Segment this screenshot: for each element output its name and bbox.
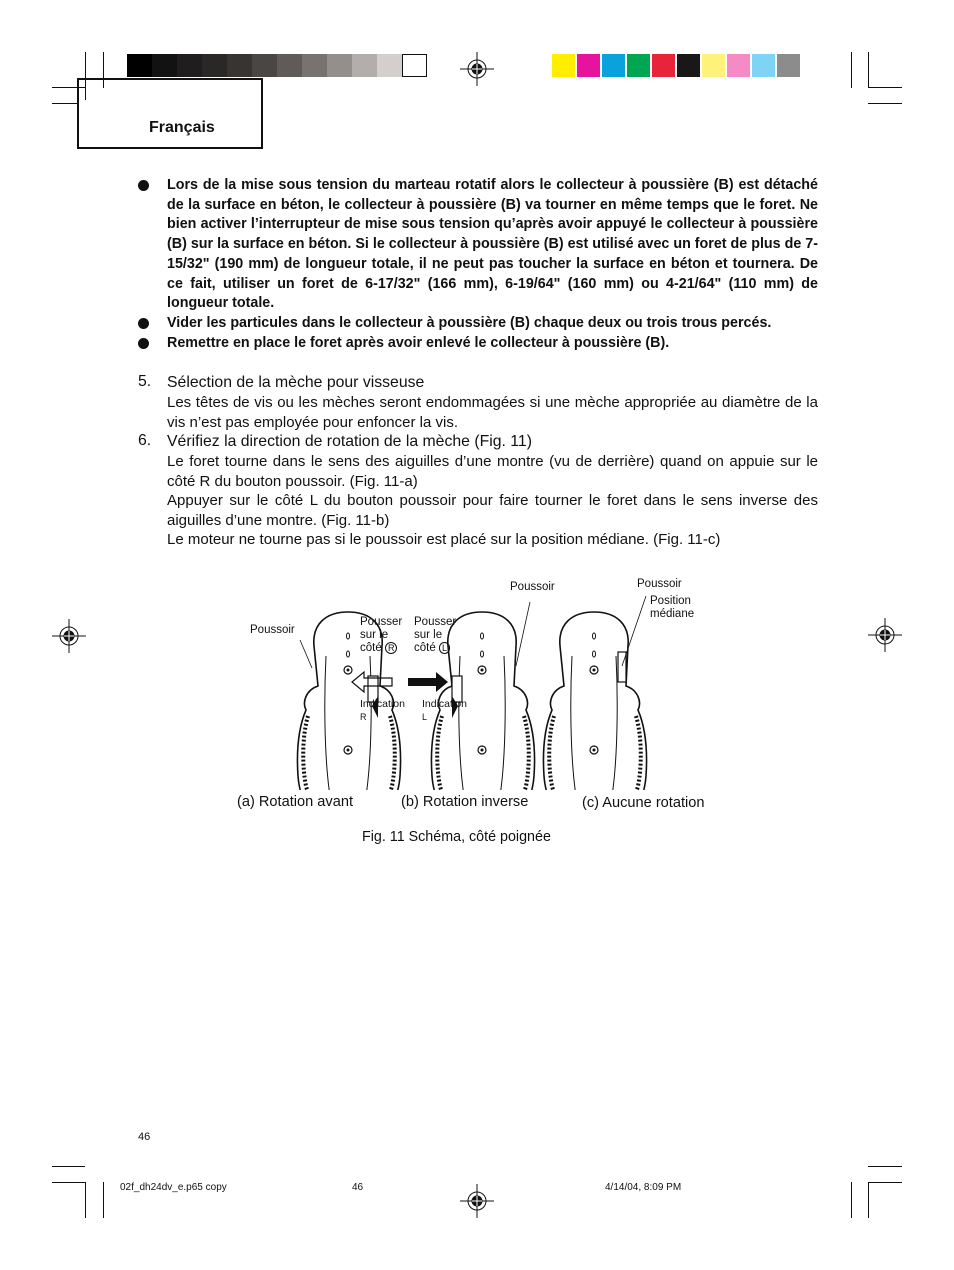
label-line [414, 642, 456, 655]
paragraph: Les têtes de vis ou les mèches seront endommagées si une mèche appropriée au diamètre de la vis n’est pas employée pour enfoncer la vis. [167, 394, 818, 431]
color-swatch [702, 54, 725, 77]
list-item-text: Remettre en place le foret après avoir enlevé le collecteur à poussière (B). [167, 334, 670, 351]
gray-swatch [177, 54, 202, 77]
page-number: 46 [138, 1131, 151, 1143]
color-swatch [752, 54, 775, 77]
label-text: côté [414, 642, 436, 654]
registration-target-left [52, 619, 86, 653]
section-body [167, 452, 818, 550]
language-label: Français [149, 119, 215, 136]
paragraph: Appuyer sur le côté L du bouton poussoir pour faire tourner le foret dans le sens inverse des aiguilles d’une montre. (Fig. 11-b) [167, 492, 818, 529]
color-swatch [627, 54, 650, 77]
gray-swatch [252, 54, 277, 77]
paragraph: Le moteur ne tourne pas si le poussoir est placé sur la position médiane. (Fig. 11-c) [167, 531, 721, 549]
gray-swatch [202, 54, 227, 77]
label-line: sur le [414, 629, 443, 641]
language-tab [77, 78, 263, 149]
section-number: 6. [138, 432, 152, 449]
gray-swatch [327, 54, 352, 77]
caption-a: (a) Rotation avant [237, 794, 354, 810]
list-item [138, 176, 818, 314]
label-line: médiane [650, 608, 695, 620]
color-swatch [577, 54, 600, 77]
list-item [138, 334, 818, 354]
gray-swatch [152, 54, 177, 77]
label-line: Position [650, 595, 691, 607]
arrow-right-icon [408, 672, 448, 692]
registration-target-bottom [460, 1184, 494, 1218]
gray-swatch [127, 54, 152, 77]
footer-timestamp: 4/14/04, 8:09 PM [605, 1182, 682, 1193]
label-pousser-l [414, 616, 456, 655]
label-indication-l [422, 698, 467, 724]
gray-swatch [352, 54, 377, 77]
label-poussoir-c: Poussoir [637, 578, 682, 590]
gray-swatch [277, 54, 302, 77]
label-line: Pousser [414, 616, 457, 628]
label-line [360, 642, 402, 655]
l-indicator-icon: L [422, 712, 428, 722]
r-glyph-icon: R [385, 642, 398, 654]
label-position-mediane [650, 595, 694, 621]
figure-title: Fig. 11 Schéma, côté poignée [362, 829, 551, 845]
color-swatch [727, 54, 750, 77]
label-indication-r [360, 698, 405, 724]
registration-target-top [460, 52, 494, 86]
list-item [138, 314, 818, 334]
bullet-icon [138, 318, 149, 329]
l-glyph-icon: L [439, 642, 450, 654]
gray-swatch [377, 54, 402, 77]
registration-target-right [868, 618, 902, 652]
warning-list [138, 176, 818, 353]
section-body [167, 393, 818, 432]
label-line: Pousser [360, 616, 403, 628]
gray-swatch [227, 54, 252, 77]
list-item-text: Lors de la mise sous tension du marteau rotatif alors le collecteur à poussière (B) est détaché de la surface en béton, le collecteur à poussière (B) va tourner en même temps que le foret. Ne bien activer l’interrupteur de mise sous tension qu’après avoir appuyé le collecteur à poussière (B) sur la surface en béton. Si le collecteur à poussière (B) est utilisé avec un foret de plus de 7-15/32" (190 mm) de longueur totale, il ne peut pas toucher la surface en béton et tournera. De ce fait, utiliser un foret de 6-17/32" (166 mm), 6-19/64" (160 mm) ou 4-21/64" (110 mm) de longueur totale. [167, 177, 818, 312]
bullet-icon [138, 180, 149, 191]
color-swatch [602, 54, 625, 77]
label-text: côté [360, 642, 382, 654]
footer-page-ref: 46 [352, 1182, 364, 1193]
leader-line [300, 640, 312, 668]
label-poussoir-a: Poussoir [250, 624, 295, 636]
caption-b: (b) Rotation inverse [401, 794, 529, 810]
color-swatch [652, 54, 675, 77]
label-line: Indication [422, 698, 467, 710]
section-6 [138, 432, 818, 550]
label-pousser-r [360, 616, 402, 655]
bullet-icon [138, 338, 149, 349]
label-line: sur le [360, 629, 389, 641]
gray-swatch [302, 54, 327, 77]
footer-file-name: 02f_dh24dv_e.p65 copy [120, 1182, 227, 1193]
section-number: 5. [138, 373, 152, 390]
label-line: Indication [360, 698, 405, 710]
section-heading: Vérifiez la direction de rotation de la mèche (Fig. 11) [167, 433, 532, 450]
color-swatch [777, 54, 800, 77]
color-swatch [677, 54, 700, 77]
paragraph: Le foret tourne dans le sens des aiguilles d’une montre (vu de derrière) quand on appuie sur le côté R du bouton poussoir. (Fig. 11-a) [167, 453, 818, 490]
section-heading: Sélection de la mèche pour visseuse [167, 374, 425, 391]
color-swatch [552, 54, 575, 77]
list-item-text: Vider les particules dans le collecteur à poussière (B) chaque deux ou trois trous percés. [167, 314, 772, 331]
caption-c: (c) Aucune rotation [582, 795, 705, 811]
label-poussoir-b: Poussoir [510, 581, 555, 593]
leader-line [516, 602, 530, 666]
gray-swatch [402, 54, 427, 77]
r-indicator-icon: R [360, 712, 367, 722]
section-5 [138, 373, 818, 432]
